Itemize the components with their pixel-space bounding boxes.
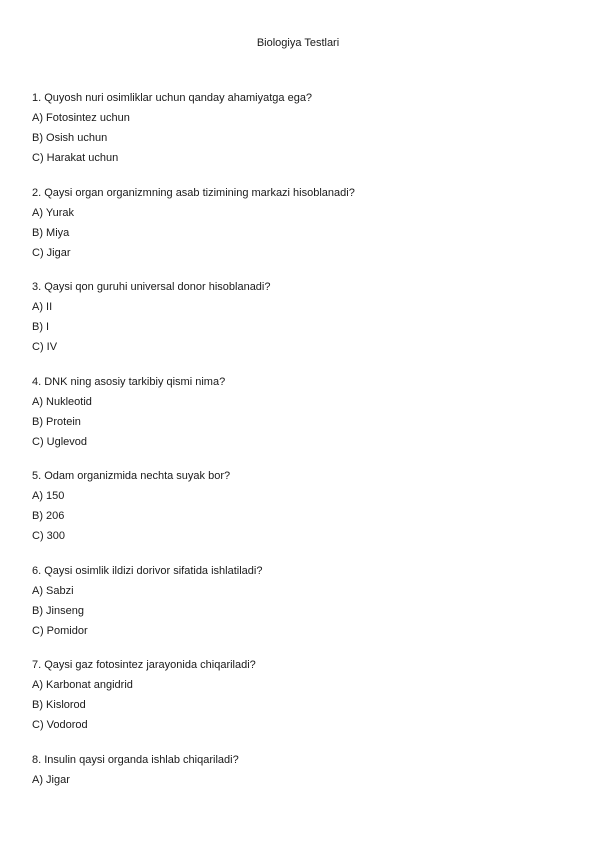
question-text: 2. Qaysi organ organizmning asab tizimining markazi hisoblanadi? [32,186,355,199]
question-item [32,277,572,357]
answer-option: B) Protein [32,415,81,428]
answer-option: B) Miya [32,226,70,239]
answer-option: B) 206 [32,510,65,522]
answer-option: C) 300 [32,530,66,542]
answer-option: A) Fotosintez uchun [32,112,130,124]
answer-option: A) Karbonat angidrid [32,679,133,691]
answer-option: C) IV [32,341,58,353]
question-text: 8. Insulin qaysi organda ishlab chiqariladi? [32,753,239,766]
question-text: 4. DNK ning asosiy tarkibiy qismi nima? [32,375,226,388]
question-list [32,88,572,804]
question-item [32,561,572,641]
answer-option: A) 150 [32,490,65,502]
question-text: 1. Quyosh nuri osimliklar uchun qanday ahamiyatga ega? [32,92,313,104]
answer-option: A) Yurak [32,206,74,219]
answer-option: C) Uglevod [32,435,88,448]
question-item [32,88,572,168]
answer-option: C) Harakat uchun [32,152,119,164]
answer-option: C) Vodorod [32,719,88,731]
page-title: Biologiya Testlari [256,37,340,49]
question-item [32,750,572,790]
answer-option: B) Jinseng [32,604,84,617]
answer-option: A) II [32,301,53,313]
answer-option: B) I [32,321,50,333]
answer-option: A) Jigar [32,773,70,786]
question-item [32,183,572,263]
question-item [32,372,572,452]
answer-option: B) Kislorod [32,699,86,711]
question-item [32,655,572,735]
question-text: 5. Odam organizmida nechta suyak bor? [32,470,231,482]
question-text: 3. Qaysi qon guruhi universal donor hisoblanadi? [32,281,271,293]
question-item [32,466,572,546]
answer-option: A) Sabzi [32,584,74,597]
answer-option: A) Nukleotid [32,395,92,408]
question-text: 6. Qaysi osimlik ildizi dorivor sifatida ishlatiladi? [32,564,263,577]
answer-option: C) Jigar [32,246,71,259]
question-text: 7. Qaysi gaz fotosintez jarayonida chiqariladi? [32,659,256,671]
answer-option: C) Pomidor [32,624,88,637]
answer-option: B) Osish uchun [32,132,108,144]
